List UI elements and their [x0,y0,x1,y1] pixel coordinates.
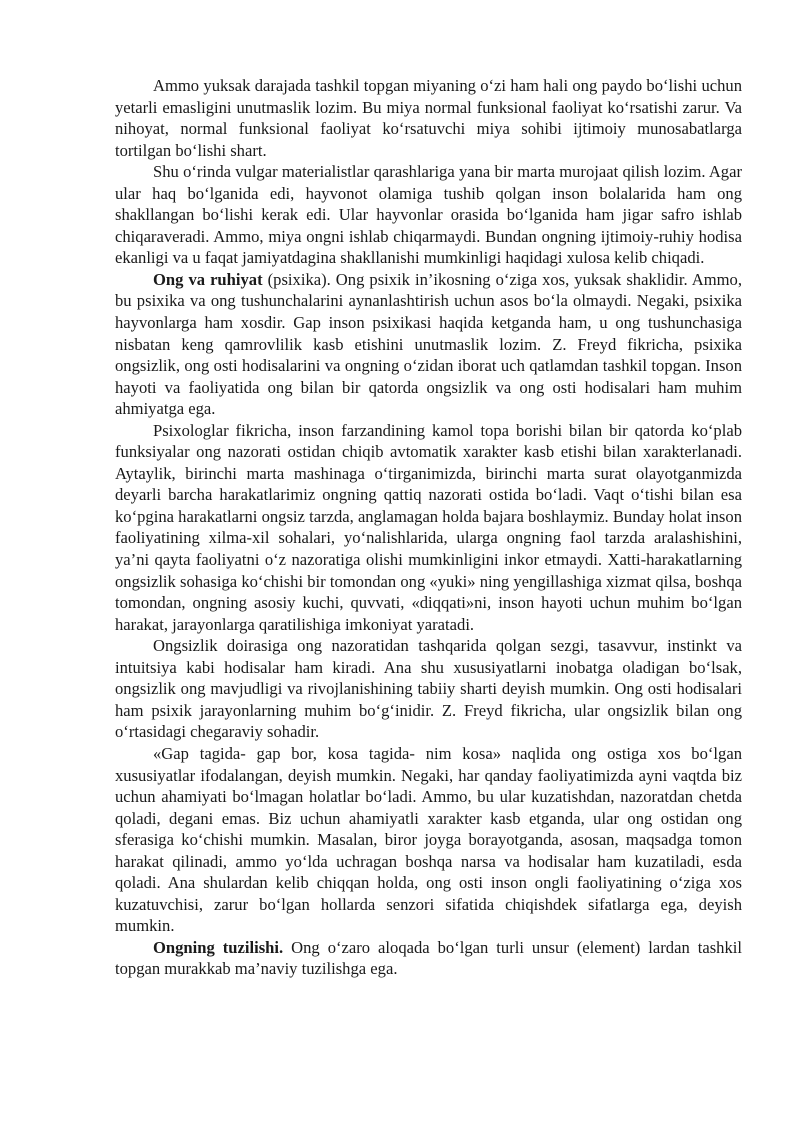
paragraph-5-text: Ongsizlik doirasiga ong nazoratidan tashqarida qolgan sezgi, tasavvur, instinkt va intuitsiya kabi hodisalar ham kiradi. Ana shu xususiyatlarni inobatga oladigan bo‘lsak, ongsizlik ong mavjudligi va rivojlanishining tabiiy sharti deyish mumkin. Ong osti hodisalari ham psixik jarayonlarning muhim bo‘g‘inidir. Z. Freyd fikricha, ular ongsizlik bilan ong o‘rtasidagi chegaraviy sohadir. [115,636,742,742]
paragraph-7-text: Ong o‘zaro aloqada bo‘lgan turli unsur (element) lardan tashkil topgan murakkab ma’naviy tuzilishga ega. [115,937,742,979]
paragraph-4 [115,420,742,635]
paragraph-3 [115,269,742,420]
heading-ongning-tuzilishi: Ongning tuzilishi. [153,937,284,957]
paragraph-5 [115,635,742,743]
paragraph-2 [115,161,742,269]
paragraph-2-text: Shu o‘rinda vulgar materialistlar qarashlariga yana bir marta murojaat qilish lozim. Agar ular haq bo‘lganida edi, hayvonot olamiga tushib qolgan inson bolalarida ham ong shakllangan bo‘lishi kerak edi. Ular hayvonlar orasida bo‘lganida ham jigar safro ishlab chiqaraveradi. Ammo, miya ongni ishlab chiqarmaydi. Bundan ongning ijtimoiy-ruhiy hodisa ekanligi va u faqat jamiyatdagina shakllanishi mumkinligi haqidagi xulosa kelib chiqadi. [115,162,742,268]
paragraph-7 [115,937,742,980]
paragraph-1-text: Ammo yuksak darajada tashkil topgan miyaning o‘zi ham hali ong paydo bo‘lishi uchun yetarli emasligini unutmaslik lozim. Bu miya normal funksional faoliyat ko‘rsatishi zarur. Va nihoyat, normal funksional faoliyat ko‘rsatuvchi miya sohibi ijtimoiy munosabatlarga tortilgan bo‘lishi shart. [115,76,742,160]
document-page [115,75,742,980]
paragraph-6 [115,743,742,937]
paragraph-3-text: (psixika). Ong psixik in’ikosning o‘ziga xos, yuksak shaklidir. Ammo, bu psixika va ong tushunchalarini aynanlashtirish uchun asos bo‘la olmaydi. Negaki, psixika hayvonlarga ham xosdir. Gap inson psixikasi haqida ketganda ham, u ong tushunchasiga nisbatan keng qamrovlilik kasb etishini unutmaslik lozim. Z. Freyd fikricha, psixika ongsizlik, ong osti hodisalarini va ongning o‘zidan iborat uch qatlamdan tashkil topgan. Inson hayoti va faoliyatida ong bilan bir qatorda ongsizlik va ong osti hodisalari ham muhim ahmiyatga ega. [115,269,742,419]
paragraph-6-text: «Gap tagida- gap bor, kosa tagida- nim kosa» naqlida ong ostiga xos bo‘lgan xususiyatlar ifodalangan, deyish mumkin. Negaki, har qanday faoliyatimizda ayni vaqtda biz uchun ahamiyati bo‘lmagan holatlar bo‘ladi. Ammo, bu ular kuzatishdan, nazoratdan chetda qoladi, degani emas. Biz uchun ahamiyatli xarakter kasb etganda, ular ong ostidan ong sferasiga ko‘chishi mumkin. Masalan, biror joyga borayotganda, asosan, maqsadga tomon harakat qilinadi, ammo yo‘lda uchragan boshqa narsa va hodisalar ham kuzatiladi, esda qoladi. Ana shulardan kelib chiqqan holda, ong osti inson ongli faoliyatining o‘ziga xos kuzatuvchisi, zarur bo‘lgan hollarda senzori sifatida chiqishdek sifatlarga ega, deyish mumkin. [115,743,742,936]
paragraph-4-text: Psixologlar fikricha, inson farzandining kamol topa borishi bilan bir qatorda ko‘plab funksiyalar ong nazorati ostidan chiqib avtomatik xarakter kasb etishi bilan xarakterlanadi. Aytaylik, birinchi marta mashinaga o‘tirganimizda, birinchi marta surat olayotganmizda deyarli barcha harakatlarimiz ongning qattiq nazorati ostida bo‘ladi. Vaqt o‘tishi bilan esa ko‘pgina harakatlarni ongsiz tarzda, anglamagan holda bajara boshlaymiz. Bunday holat inson faoliyatining xilma-xil sohalari, yo‘nalishlarida, ularga ongning faol tarzda aralashishini, ya’ni qayta faoliyatni o‘z nazoratiga olishi mumkinligini inkor etmaydi. Xatti-harakatlarning ongsizlik sohasiga ko‘chishi bir tomondan ong «yuki» ning yengillashiga xizmat qilsa, boshqa tomondan, ongning asosiy kuchi, quvvati, «diqqati»ni, inson hayoti uchun muhim bo‘lgan harakat, jarayonlarga qaratilishiga imkoniyat yaratadi. [115,420,742,634]
heading-ong-va-ruhiyat: Ong va ruhiyat [153,269,263,289]
paragraph-1 [115,75,742,161]
